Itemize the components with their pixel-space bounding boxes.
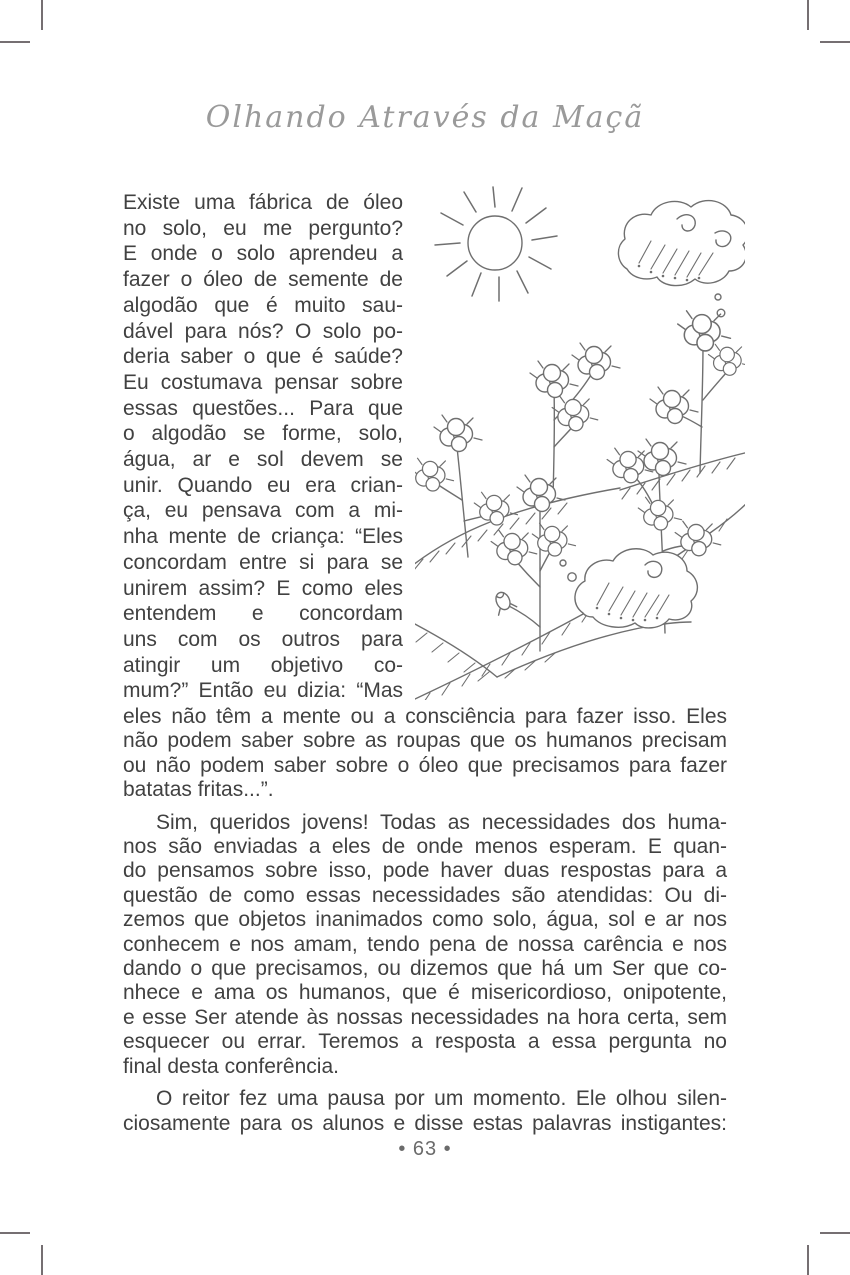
cotton-field-illustration: [415, 185, 745, 700]
text-line: entendem e concordam: [123, 602, 403, 626]
text-line: essas questões... Para que: [123, 396, 403, 420]
text-line: no solo, eu me pergunto?: [123, 216, 403, 240]
cotton-field-drawing: [415, 185, 745, 700]
hills-drawing: [415, 452, 745, 700]
text-line: questão de como essas necessidades são atendidas: Ou di-: [123, 883, 727, 907]
crop-mark: [41, 1245, 43, 1275]
text-line: do pensamos sobre isso, pode haver duas respostas para a: [123, 859, 727, 883]
text-line: eles não têm a mente ou a consciência para fazer isso. Eles: [123, 705, 727, 728]
crop-mark: [807, 1245, 809, 1275]
text-line: dável para nós? O solo po-: [123, 319, 403, 343]
text-line: batatas fritas...”.: [123, 778, 274, 802]
text-line: unir. Quando eu era crian-: [123, 473, 403, 497]
text-line: esquecer ou errar. Teremos a resposta a essa pergunta no: [123, 1030, 727, 1054]
paragraph: [123, 1087, 727, 1136]
crop-mark: [820, 1232, 850, 1234]
text-line: unirem assim? E como eles: [123, 576, 403, 600]
cotton-bud-drawing: [490, 589, 517, 616]
text-line: Existe uma fábrica de óleo: [123, 191, 403, 214]
text-line: ciosamente para os alunos e disse estas palavras instigantes:: [123, 1111, 727, 1135]
text-line: conhecem e nos amam, tendo pena de nossa carência e nos: [123, 932, 727, 956]
text-line: ça, eu pensava com a mi-: [123, 499, 403, 523]
text-line: deria saber o que é saúde?: [123, 345, 403, 369]
text-line: água, ar e sol devem se: [123, 448, 403, 472]
crop-mark: [807, 0, 809, 30]
text-line: e esse Ser atende às nossas necessidades na hora certa, sem: [123, 1005, 727, 1029]
rain-cloud-icon: [618, 201, 745, 317]
crop-mark: [0, 41, 30, 43]
text-line: fazer o óleo de semente de: [123, 268, 403, 292]
text-line: E onde o solo aprendeu a: [123, 242, 403, 266]
text-line: concordam entre si para se: [123, 550, 403, 574]
body-text-column: [123, 190, 403, 704]
text-line: não podem saber sobre as roupas que os humanos precisam: [123, 729, 727, 753]
text-line: O reitor fez uma pausa por um momento. Ele olhou silen-: [156, 1087, 727, 1111]
crop-mark: [0, 1232, 30, 1234]
text-line: o algodão se forme, solo,: [123, 422, 403, 446]
text-line: atingir um objetivo co-: [123, 653, 403, 677]
text-line: nos são enviadas a eles de onde menos esperam. E quan-: [123, 835, 727, 859]
page-content: [123, 190, 727, 1136]
text-line: mum?” Então eu dizia: “Mas: [123, 679, 403, 703]
sun-icon: [435, 187, 557, 301]
paragraph: [123, 705, 727, 803]
page-number: • 63 •: [398, 1138, 452, 1160]
text-line: Eu costumava pensar sobre: [123, 370, 403, 394]
text-line: Sim, queridos jovens! Todas as necessidades dos huma-: [156, 810, 727, 834]
text-line: uns com os outros para: [123, 627, 403, 651]
text-line: final desta conferência.: [123, 1054, 339, 1078]
text-line: ou não podem saber sobre o óleo que precisamos para fazer: [123, 753, 727, 777]
crop-mark: [820, 41, 850, 43]
text-line: nha mente de criança: “Eles: [123, 525, 403, 549]
text-line: dando o que precisamos, ou dizemos que há um Ser que co-: [123, 957, 727, 981]
text-line: algodão que é muito sau-: [123, 293, 403, 317]
chapter-title: Olhando Através da Maçã: [205, 100, 645, 135]
text-line: nhece e ama os humanos, que é misericordioso, onipotente,: [123, 981, 727, 1005]
paragraph: [123, 811, 727, 1079]
text-line: zemos que objetos inanimados como solo, água, sol e ar nos: [123, 908, 727, 932]
two-column-block: [123, 190, 727, 705]
crop-mark: [41, 0, 43, 30]
